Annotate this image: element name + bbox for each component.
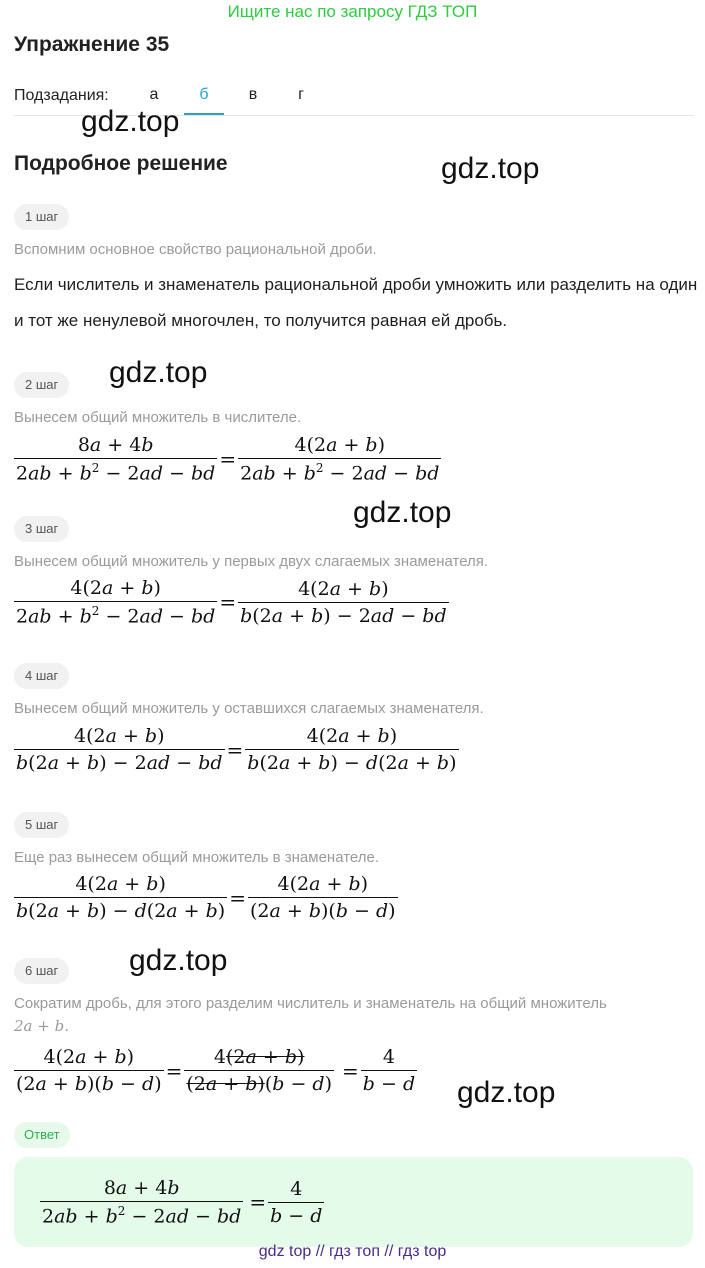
watermark: gdz.top [457,1076,556,1109]
step-description: Вынесем общий множитель в числителе. [14,409,302,426]
step-description: Еще раз вынесем общий множитель в знаменателе. [14,849,380,866]
tab-b[interactable]: б [199,86,209,103]
watermark: gdz.top [129,944,228,977]
step-description: Сократим дробь, для этого разделим числитель и знаменатель на общий множитель [14,995,607,1012]
formula: $\frac{4(2a + b)}{2ab + b^2 - 2ad - bd}$ = $\frac{4(2a + b)}{b(2a + b) - 2ad - bd}$ [16,577,447,628]
step-badge: 5 шаг [14,812,69,838]
step-badge: 3 шаг [14,516,69,542]
search-banner: Ищите нас по запросу ГДЗ ТОП [227,2,478,21]
step-description: Вспомним основное свойство рациональной дроби. [14,241,377,258]
watermark: gdz.top [109,356,208,389]
step-badge: 2 шаг [14,372,69,398]
subtasks-label: Подзадания: [14,87,109,104]
rule-text: Если числитель и знаменатель рациональной дроби умножить или разделить на один и тот же ненулевой многочлен, то получится равная ей дробь. [14,275,698,330]
step-badge: 1 шаг [14,204,69,230]
answer-formula: $\frac{8a + 4b}{2ab + b^2 - 2ad - bd}$ = $\frac{4}{b - d}$ [42,1177,323,1228]
watermark: gdz.top [81,105,180,138]
step-description-formula: 2a + b. [14,1017,69,1035]
watermark: gdz.top [441,152,540,185]
formula: $\frac{4(2a + b)}{(2a + b)(b - d)}$ = $\frac{4(2a + b)}{(2a + b)(b - d)}$ = $\frac{4}{b - d}$ [16,1046,416,1095]
active-tab-indicator [184,113,224,115]
step-description: Вынесем общий множитель у оставшихся слагаемых знаменателя. [14,700,484,717]
page-title: Упражнение 35 [14,33,170,56]
footer-links[interactable]: gdz top // гдз топ // гдз top [258,1243,447,1260]
watermark: gdz.top [353,496,452,529]
formula: $\frac{8a + 4b}{2ab + b^2 - 2ad - bd}$ = $\frac{4(2a + b)}{2ab + b^2 - 2ad - bd}$ [16,434,440,485]
tab-a[interactable]: а [149,86,159,103]
step-badge: 4 шаг [14,663,69,689]
answer-box [14,1157,693,1247]
formula: $\frac{4(2a + b)}{b(2a + b) - 2ad - bd}$ = $\frac{4(2a + b)}{b(2a + b) - d(2a + b)}$ [16,725,457,774]
section-title: Подробное решение [14,152,228,175]
tab-v[interactable]: в [248,86,258,103]
step-description: Вынесем общий множитель у первых двух слагаемых знаменателя. [14,553,489,570]
tab-g[interactable]: г [298,86,304,103]
answer-badge: Ответ [14,1122,70,1148]
formula: $\frac{4(2a + b)}{b(2a + b) - d(2a + b)}$ = $\frac{4(2a + b)}{(2a + b)(b - d)}$ [16,873,396,922]
step-badge: 6 шаг [14,958,69,984]
